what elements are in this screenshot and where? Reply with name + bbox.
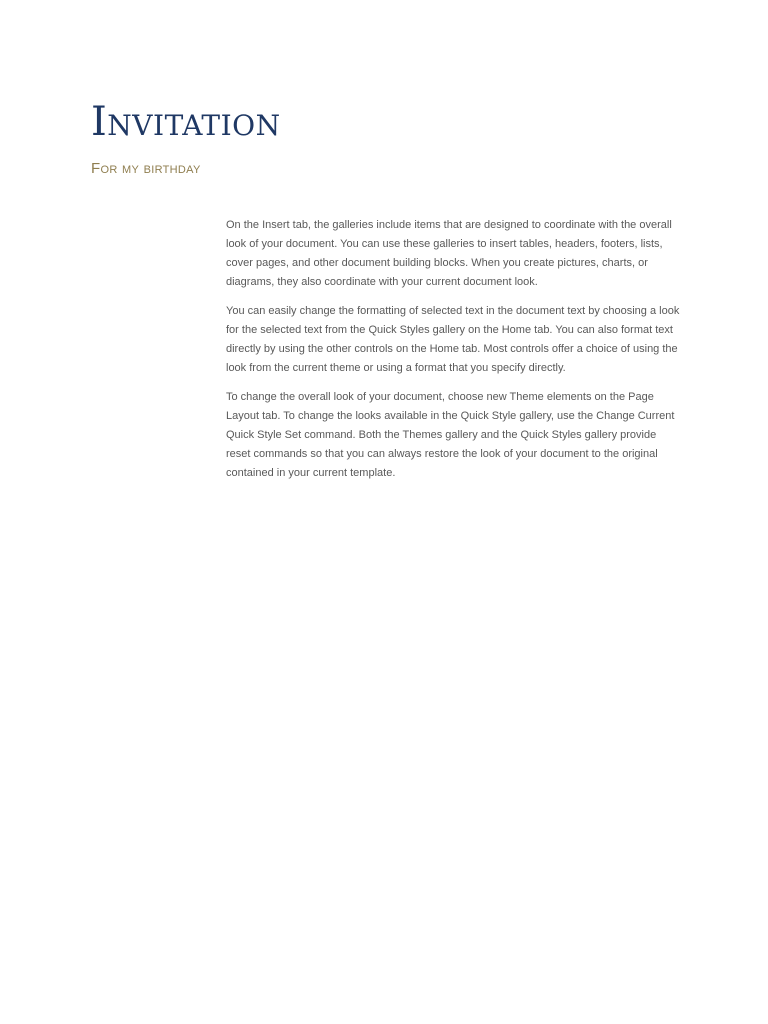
body-paragraph-3: To change the overall look of your document, choose new Theme elements on the Page Layout tab. To change the looks available in the Quick Style gallery, use the Change Current Quick Style Set command. Both the Themes gallery and the Quick Styles gallery provide reset commands so that you can always restore the look of your document to the original contained in your current template.: [226, 391, 675, 479]
body-text: [226, 216, 681, 493]
body-paragraph-1: On the Insert tab, the galleries include items that are designed to coordinate with the overall look of your document. You can use these galleries to insert tables, headers, footers, lists, cover pages, and other document building blocks. When you create pictures, charts, or diagrams, they also coordinate with your current document look.: [226, 219, 672, 288]
body-paragraph-2: You can easily change the formatting of selected text in the document text by choosing a look for the selected text from the Quick Styles gallery on the Home tab. You can also format text directly by using the other controls on the Home tab. Most controls offer a choice of using the look from the current theme or using a format that you specify directly.: [226, 305, 680, 374]
document-title: Invitation: [91, 99, 281, 145]
document-subtitle: For my birthday: [91, 160, 201, 177]
